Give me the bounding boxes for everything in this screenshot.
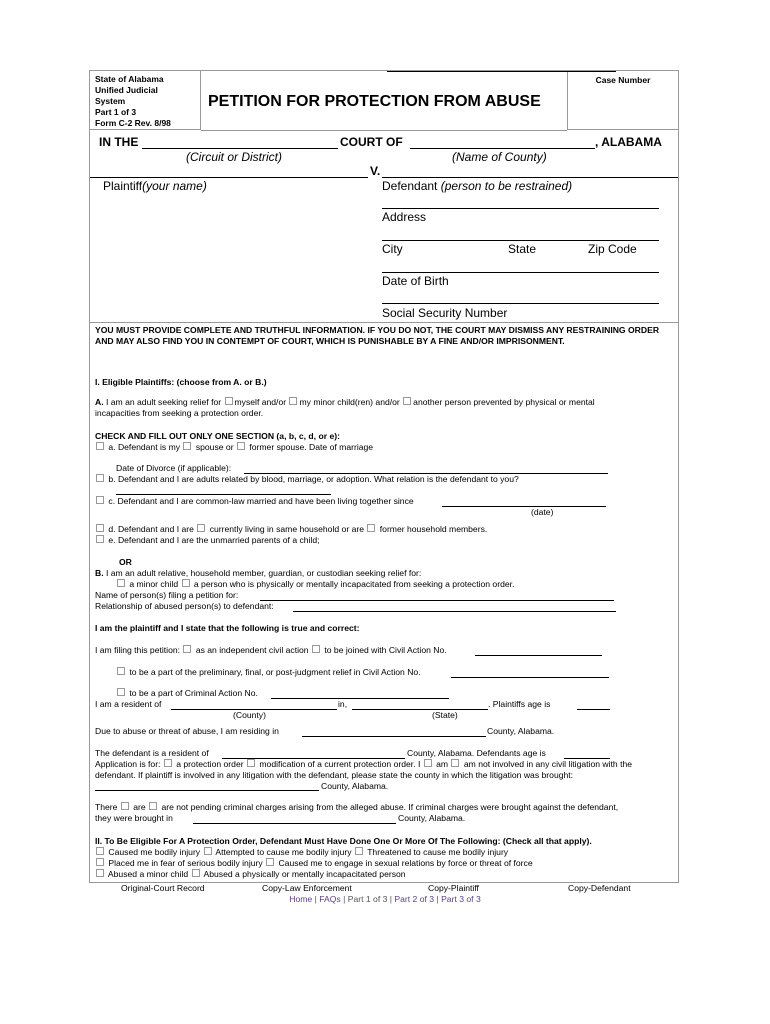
civil-action-no-input[interactable] xyxy=(451,677,609,678)
divider xyxy=(90,322,678,323)
resident-state-input[interactable] xyxy=(352,709,488,710)
case-number-field[interactable] xyxy=(567,71,678,130)
defendant-label: Defendant (person to be restrained) xyxy=(382,179,573,193)
section1-heading: I. Eligible Plaintiffs: (choose from A. or B.) xyxy=(95,377,267,387)
checkbox[interactable] xyxy=(192,869,200,877)
plaintiff-age-label: . Plaintiffs age is xyxy=(488,699,551,709)
state-label: State xyxy=(508,242,537,256)
item-a: a. Defendant is my spouse or former spouse. Date of marriage xyxy=(95,442,373,453)
warning-text: YOU MUST PROVIDE COMPLETE AND TRUTHFUL INFORMATION. IF YOU DO NOT, THE COURT MAY DISMISS ANY RESTRAINING ORDER AND MAY ALSO FIND YOU IN CONTEMPT OF COURT, WHICH IS PUNISHABLE BY A FINE AND/OR IMPRISONMENT. xyxy=(95,325,660,346)
checkbox[interactable] xyxy=(96,535,104,543)
checkbox[interactable] xyxy=(312,645,320,653)
court-of-label: COURT OF xyxy=(340,135,403,149)
charges-line: There are are not pending criminal charges arising from the alleged abuse. If criminal charges were brought against the defendant, xyxy=(95,802,619,812)
litigation-county-input[interactable] xyxy=(95,790,319,791)
header-line: Unified Judicial xyxy=(95,85,158,95)
header-line: Form C-2 Rev. 8/98 xyxy=(95,118,171,128)
abuse-row-2: Placed me in fear of serious bodily injury Caused me to engage in sexual relations by force or threat of force xyxy=(95,858,533,869)
marriage-date-input[interactable] xyxy=(387,71,616,72)
names-label: Name of person(s) filing a petition for: xyxy=(95,590,239,600)
part-of-line: to be a part of the preliminary, final, or post-judgment relief in Civil Action No. xyxy=(116,667,421,678)
residing-county-input[interactable] xyxy=(302,736,486,737)
criminal-line: to be a part of Criminal Action No. xyxy=(116,688,258,699)
item-e: e. Defendant and I are the unmarried parents of a child; xyxy=(95,535,320,546)
option-b-line: B. I am an adult relative, household member, guardian, or custodian seeking relief for: xyxy=(95,568,422,578)
checkbox[interactable] xyxy=(424,759,432,767)
checkbox[interactable] xyxy=(96,474,104,482)
civil-action-input[interactable] xyxy=(475,655,602,656)
brought-end: County, Alabama. xyxy=(398,813,466,823)
relationship-label: Relationship of abused person(s) to defendant: xyxy=(95,601,274,611)
criminal-action-input[interactable] xyxy=(271,698,449,699)
item-b: b. Defendant and I are adults related by blood, marriage, or adoption. What relation is the defendant to you? xyxy=(95,474,519,485)
option-b-choices: a minor child a person who is physically or mentally incapacitated from seeking a protection order. xyxy=(116,579,514,590)
checkbox[interactable] xyxy=(183,645,191,653)
or-label: OR xyxy=(119,557,132,567)
checkbox[interactable] xyxy=(367,524,375,532)
section2-heading: II. To Be Eligible For A Protection Order, Defendant Must Have Done One Or More Of The Following: (Check all that apply). xyxy=(95,836,592,846)
home-link[interactable]: Home xyxy=(289,894,313,904)
names-input[interactable] xyxy=(260,600,614,601)
county-hint: (Name of County) xyxy=(452,150,547,164)
residing-label: Due to abuse or threat of abuse, I am residing in xyxy=(95,726,279,736)
alabama-label: , ALABAMA xyxy=(595,135,662,149)
residing-end: County, Alabama. xyxy=(487,726,555,736)
county-hint: (County) xyxy=(233,710,266,720)
charges-county-input[interactable] xyxy=(193,823,396,824)
form-title: PETITION FOR PROTECTION FROM ABUSE xyxy=(208,93,541,110)
option-a-line2: incapacities from seeking a protection order. xyxy=(95,408,264,418)
filing-line: I am filing this petition: as an independent civil action to be joined with Civil Action No. xyxy=(95,645,447,655)
plaintiff-label: Plaintiff(your name) xyxy=(103,179,207,193)
checkbox[interactable] xyxy=(164,759,172,767)
checkbox[interactable] xyxy=(266,858,274,866)
checkbox[interactable] xyxy=(237,442,245,450)
abuse-row-1: Caused me bodily injury Attempted to cause me bodily injury Threatened to cause me bodily injury xyxy=(95,847,508,858)
item-c: c. Defendant and I are common-law married and have been living together since xyxy=(95,496,414,507)
state-hint: (State) xyxy=(432,710,458,720)
date-hint: (date) xyxy=(531,507,554,517)
copy-plaintiff: Copy-Plaintiff xyxy=(428,883,479,893)
defendant-age-label: County, Alabama. Defendants age is xyxy=(407,748,546,758)
part2-link[interactable]: Part 2 of 3 xyxy=(394,894,435,904)
application-line3: County, Alabama. xyxy=(321,781,389,791)
checkbox[interactable] xyxy=(96,496,104,504)
petition-form xyxy=(89,70,679,883)
zip-label: Zip Code xyxy=(588,242,637,256)
copy-court-record: Original-Court Record xyxy=(121,883,205,893)
relationship-input[interactable] xyxy=(293,611,616,612)
checkbox[interactable] xyxy=(403,397,411,405)
abuse-row-3: Abused a minor child Abused a physically or mentally incapacitated person xyxy=(95,869,406,880)
ssn-label: Social Security Number xyxy=(382,306,508,320)
application-line2: defendant. If plaintiff is involved in any litigation with the defendant, please state the county in which the litigation was brought: xyxy=(95,770,574,780)
plaintiff-name-input[interactable] xyxy=(90,177,368,178)
court-type-input[interactable] xyxy=(142,148,338,149)
checkbox[interactable] xyxy=(225,397,233,405)
resident-label: I am a resident of xyxy=(95,699,162,709)
header-line: System xyxy=(95,96,126,106)
statements-heading: I am the plaintiff and I state that the following is true and correct: xyxy=(95,623,360,633)
checkbox[interactable] xyxy=(247,759,255,767)
part3-link[interactable]: Part 3 of 3 xyxy=(441,894,481,904)
copy-law-enforcement: Copy-Law Enforcement xyxy=(262,883,352,893)
page-links: Home | FAQs | Part 1 of 3 | Part 2 of 3 | Part 3 of 3 xyxy=(289,894,481,904)
checkbox[interactable] xyxy=(96,847,104,855)
checkbox[interactable] xyxy=(96,524,104,532)
brought-in-label: they were brought in xyxy=(95,813,173,823)
dob-input[interactable] xyxy=(382,272,659,273)
checkbox[interactable] xyxy=(117,667,125,675)
checkbox[interactable] xyxy=(204,847,212,855)
in-label: in, xyxy=(338,699,348,709)
versus-label: V. xyxy=(370,164,381,178)
item-d: d. Defendant and I are currently living in same household or are former household members. xyxy=(95,524,487,535)
city-state-zip-input[interactable] xyxy=(382,240,659,241)
option-a-line: A. I am an adult seeking relief for myself and/or my minor child(ren) and/or another person prevented by physical or mental xyxy=(95,397,595,407)
check-one-heading: CHECK AND FILL OUT ONLY ONE SECTION (a, b, c, d, or e): xyxy=(95,431,340,441)
divorce-date-label: Date of Divorce (if applicable): xyxy=(116,463,232,473)
header-line: State of Alabama xyxy=(95,74,164,84)
address-input[interactable] xyxy=(382,208,659,209)
checkbox[interactable] xyxy=(183,442,191,450)
defendant-name-input[interactable] xyxy=(382,177,678,178)
dob-label: Date of Birth xyxy=(382,274,449,288)
checkbox[interactable] xyxy=(197,524,205,532)
faqs-link[interactable]: FAQs xyxy=(319,894,341,904)
checkbox[interactable] xyxy=(96,858,104,866)
defendant-resident-label: The defendant is a resident of xyxy=(95,748,209,758)
title-cell xyxy=(201,71,567,131)
relation-input[interactable] xyxy=(116,494,331,495)
common-law-date-input[interactable] xyxy=(442,506,606,507)
ssn-input[interactable] xyxy=(382,303,659,304)
checkbox[interactable] xyxy=(289,397,297,405)
checkbox[interactable] xyxy=(96,442,104,450)
header-line: Part 1 of 3 xyxy=(95,107,137,117)
part1-current: Part 1 of 3 xyxy=(347,894,388,904)
case-number-label: Case Number xyxy=(595,75,651,85)
checkbox[interactable] xyxy=(121,802,129,810)
city-label: City xyxy=(382,242,403,256)
form-identifier xyxy=(90,71,201,130)
checkbox[interactable] xyxy=(182,579,190,587)
circuit-hint: (Circuit or District) xyxy=(186,150,282,164)
copy-defendant: Copy-Defendant xyxy=(568,883,631,893)
checkbox[interactable] xyxy=(355,847,363,855)
checkbox[interactable] xyxy=(117,688,125,696)
address-label: Address xyxy=(382,210,427,224)
in-the-label: IN THE xyxy=(99,135,139,149)
checkbox[interactable] xyxy=(149,802,157,810)
checkbox[interactable] xyxy=(96,869,104,877)
checkbox[interactable] xyxy=(117,579,125,587)
plaintiff-age-input[interactable] xyxy=(577,709,610,710)
checkbox[interactable] xyxy=(451,759,459,767)
application-line: Application is for: a protection order modification of a current protection order. I am am not involved in any civil litigation with the xyxy=(95,759,633,769)
county-input[interactable] xyxy=(410,148,595,149)
